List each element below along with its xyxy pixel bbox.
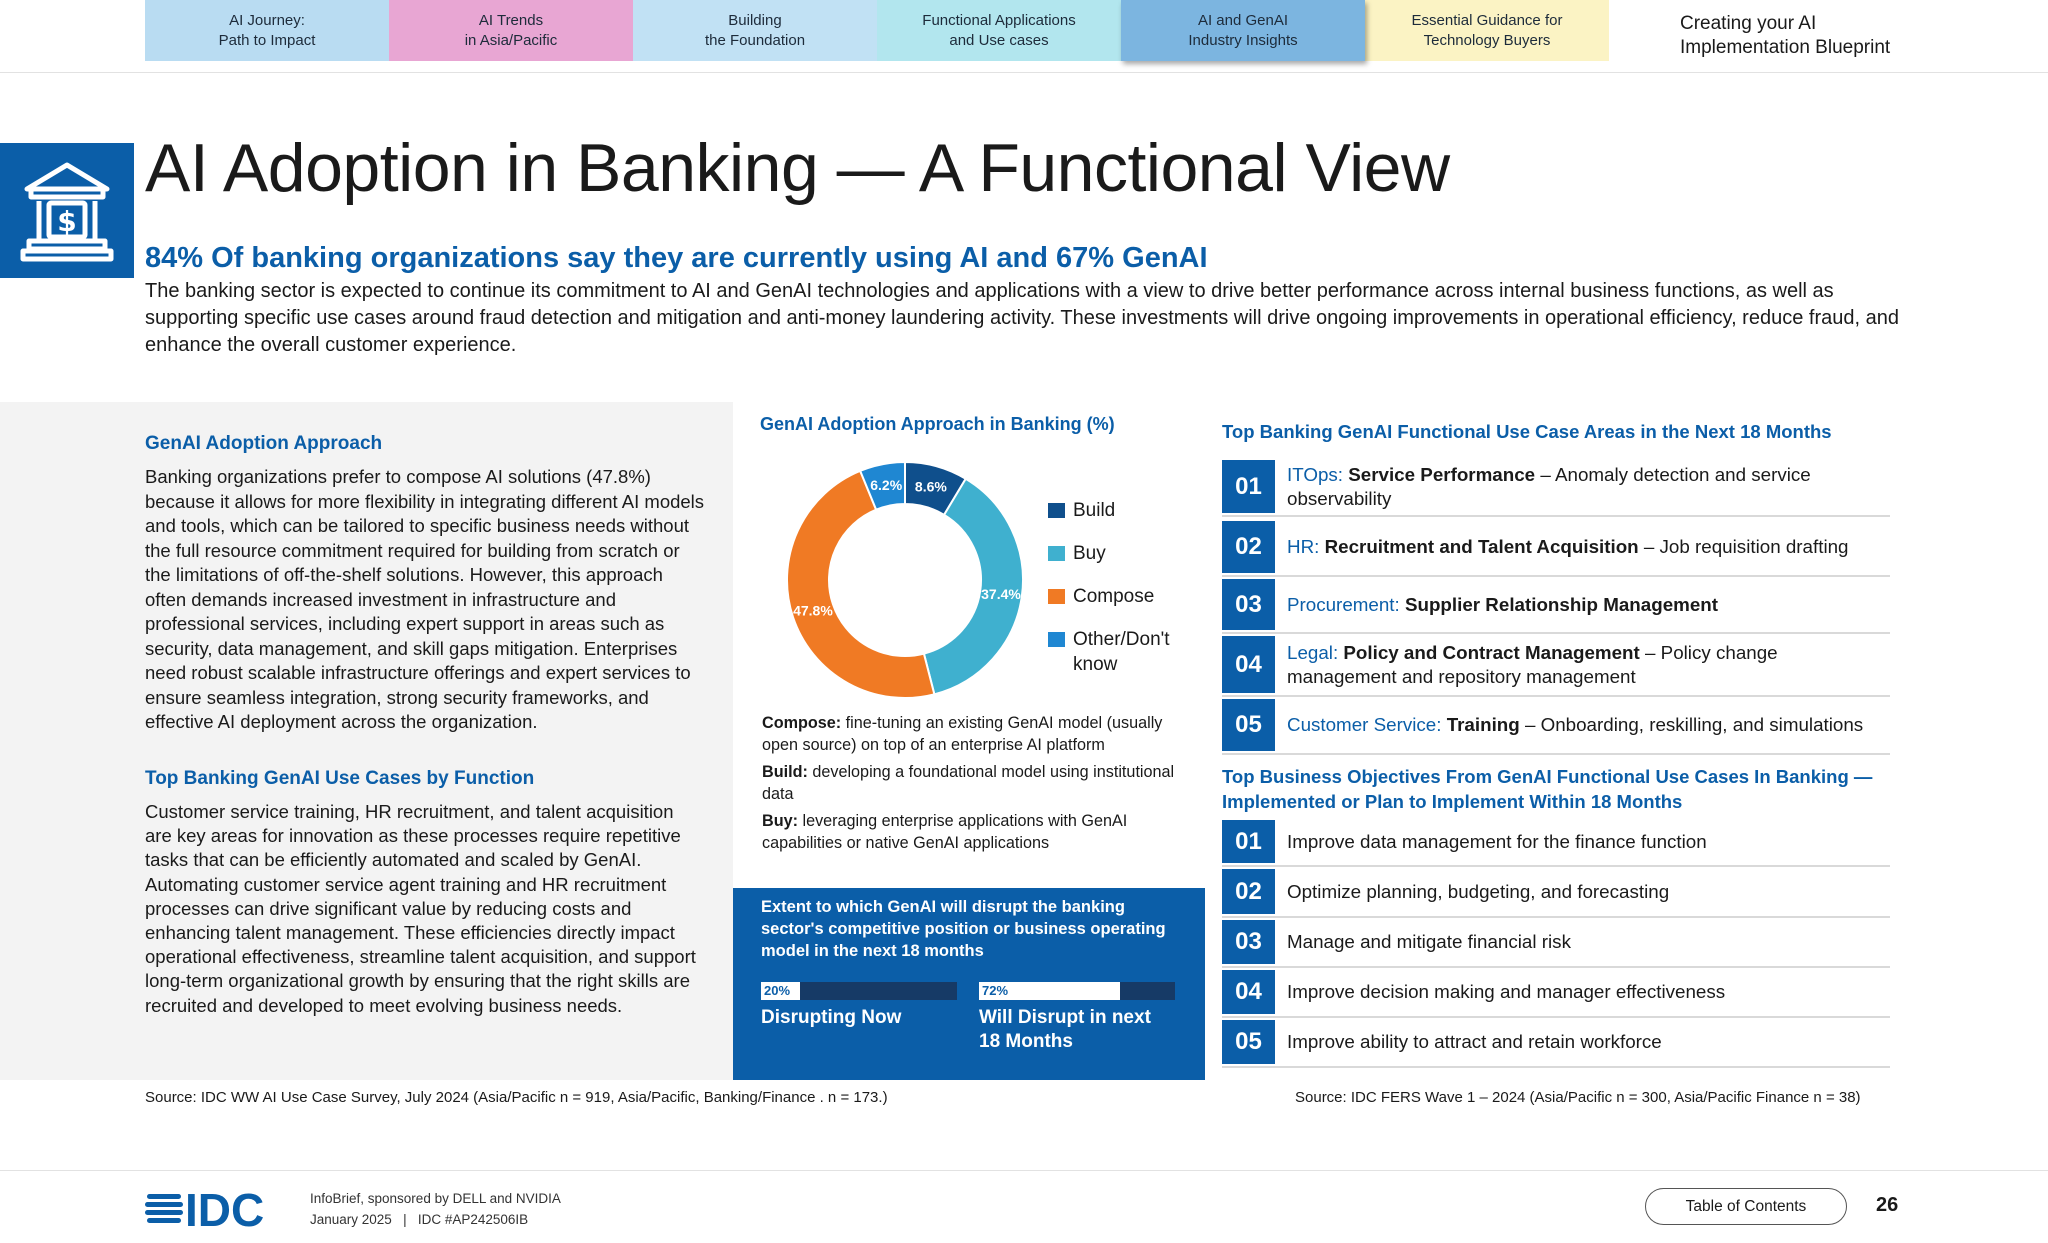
use-case-detail: – Onboarding, reskilling, and simulations: [1519, 714, 1864, 735]
use-case-area: Customer Service:: [1287, 714, 1447, 735]
use-cases-paragraph: Customer service training, HR recruitment, and talent acquisition are key areas for innovation as these processes require repetitive tasks that can be efficiently automated and scaled by GenAI. Automating customer service agent training and HR recruitment processes can drive significant value by reducing costs and enhancing talent management. These efficiencies directly impact operational effectiveness, streamline talent acquisition, and support long-term organizational growth by ensuring that the right skills are recruited and developed to meet evolving business needs.: [145, 801, 696, 1016]
footer-date-id: January 2025 | IDC #AP242506IB: [310, 1212, 529, 1227]
legend-swatch: [1048, 589, 1065, 604]
use-case-area: Procurement:: [1287, 593, 1405, 615]
item-number-badge: 04: [1222, 636, 1275, 693]
donut-label: 37.4%: [981, 585, 1021, 602]
item-number-badge: 03: [1222, 579, 1275, 630]
list-item: [1222, 867, 1890, 918]
use-case-focus: Recruitment and Talent Acquisition: [1324, 536, 1639, 557]
definition-item: [762, 810, 1192, 854]
use-case-detail: – Anomaly detection and service observability: [1287, 463, 1811, 509]
legend-item: [1048, 541, 1203, 566]
list-item: [1222, 918, 1890, 968]
item-text: [1287, 641, 1890, 689]
footer-meta: [310, 1188, 561, 1230]
item-number-badge: 02: [1222, 869, 1275, 914]
definition-term: Build:: [762, 763, 813, 781]
legend-label: Compose: [1073, 586, 1155, 607]
list-item: [1222, 1018, 1890, 1068]
use-case-area: HR:: [1287, 536, 1325, 557]
donut-chart: [765, 440, 1045, 720]
item-text: Improve decision making and manager effectiveness: [1287, 981, 1726, 1002]
chart-title: GenAI Adoption Approach in Banking (%): [760, 414, 1115, 434]
legend-swatch: [1048, 546, 1065, 561]
adoption-paragraph: Banking organizations prefer to compose AI solutions (47.8%) because it allows for more flexibility in integrating different AI models and tools, which can be tailored to specific business needs without the full resource commitment required for building from scratch or the limitations of off-the-shelf solutions. However, this approach often demands increased investment in infrastructure and professional services, including expert support in areas such as security, data management, and skill gaps mitigation. Enterprises need robust scalable infrastructure offerings and expert services to ensure seamless integration, strong security frameworks, and effective AI deployment across the organization.: [145, 466, 705, 732]
definition-text: developing a foundational model using institutional data: [762, 763, 1175, 803]
disruption-bar-now: [761, 982, 957, 1000]
nav-tab-implementation-blueprint[interactable]: Creating your AI Implementation Blueprint: [1680, 13, 1891, 58]
definition-term: Buy:: [762, 812, 803, 830]
logo-text: IDC: [185, 1186, 265, 1230]
page-subtitle: 84% Of banking organizations say they are currently using AI and 67% GenAI: [145, 242, 1208, 274]
definition-item: [762, 712, 1192, 756]
bar-value-label: 20%: [764, 983, 791, 998]
legend-swatch: [1048, 503, 1065, 518]
use-case-focus: Policy and Contract Management: [1343, 641, 1640, 663]
section-heading-use-cases: Top Banking GenAI Use Cases by Function: [145, 768, 535, 789]
list-item: [1222, 634, 1890, 697]
item-text: [1287, 593, 1718, 617]
use-case-detail: – Job requisition drafting: [1638, 536, 1849, 557]
disruption-bar-18-months: [979, 982, 1175, 1000]
item-text: [1287, 535, 1849, 559]
definition-item: [762, 761, 1192, 805]
chart-legend: [1048, 498, 1203, 695]
table-of-contents-button[interactable]: Table of Contents: [1645, 1188, 1847, 1225]
nav-tab-ai-journey[interactable]: AI Journey: Path to Impact: [145, 0, 389, 61]
list-item: [1222, 458, 1890, 517]
page-number: 26: [1876, 1194, 1899, 1216]
top-navigation: [145, 0, 1609, 61]
donut-label: 6.2%: [870, 476, 903, 493]
item-number-badge: 01: [1222, 460, 1275, 513]
item-text: Improve ability to attract and retain workforce: [1287, 1031, 1662, 1052]
legend-label: Other/Don't know: [1073, 629, 1170, 675]
source-note-right: Source: IDC FERS Wave 1 – 2024 (Asia/Pacific n = 300, Asia/Pacific Finance n = 38): [1295, 1089, 1861, 1106]
list-item: [1222, 697, 1890, 755]
donut-label: 8.6%: [914, 478, 947, 495]
approach-definitions: [762, 712, 1192, 859]
item-text: [1287, 463, 1890, 511]
item-number-badge: 04: [1222, 970, 1275, 1014]
item-number-badge: 05: [1222, 699, 1275, 751]
use-case-area: ITOps:: [1287, 463, 1349, 485]
bank-icon: [0, 143, 134, 278]
item-text: [1287, 713, 1863, 737]
bar-value-label: 72%: [982, 983, 1009, 998]
item-number-badge: 01: [1222, 820, 1275, 863]
nav-tab-essential-guidance[interactable]: Essential Guidance for Technology Buyers: [1365, 0, 1609, 61]
list-item: [1222, 577, 1890, 634]
divider: [0, 72, 2048, 73]
disruption-box: [733, 888, 1205, 1080]
item-number-badge: 02: [1222, 521, 1275, 573]
list-item: [1222, 968, 1890, 1018]
nav-tab-industry-insights[interactable]: AI and GenAI Industry Insights: [1121, 0, 1365, 61]
disruption-title: Extent to which GenAI will disrupt the banking sector's competitive position or business operating model in the next 18 months: [761, 898, 1166, 960]
item-number-badge: 03: [1222, 920, 1275, 964]
footer-sponsor: InfoBrief, sponsored by DELL and NVIDIA: [310, 1191, 561, 1206]
use-case-focus: Training: [1446, 714, 1520, 735]
legend-label: Build: [1073, 500, 1116, 521]
definition-text: fine-tuning an existing GenAI model (usually open source) on top of an enterprise AI platform: [762, 714, 1163, 754]
legend-item: [1048, 627, 1203, 677]
idc-logo: [145, 1186, 277, 1235]
definition-text: leveraging enterprise applications with GenAI capabilities or native GenAI applications: [762, 812, 1128, 852]
divider: [0, 1170, 2048, 1171]
objectives-title: Top Business Objectives From GenAI Functional Use Cases In Banking — Implemented or Plan to Implement Within 18 Months: [1222, 766, 1873, 812]
use-case-focus: Service Performance: [1348, 463, 1536, 485]
use-case-area: Legal:: [1287, 641, 1344, 663]
donut-label: 47.8%: [793, 602, 833, 619]
use-case-focus: Supplier Relationship Management: [1404, 593, 1719, 615]
nav-tab-building-foundation[interactable]: Building the Foundation: [633, 0, 877, 61]
svg-text:$: $: [57, 204, 77, 238]
use-case-areas-title: Top Banking GenAI Functional Use Case Areas in the Next 18 Months: [1222, 421, 1832, 442]
nav-tab-functional-applications[interactable]: Functional Applications and Use cases: [877, 0, 1121, 61]
section-heading-adoption: GenAI Adoption Approach: [145, 433, 383, 454]
disruption-label-18-months: Will Disrupt in next 18 Months: [979, 1007, 1151, 1052]
source-note-left: Source: IDC WW AI Use Case Survey, July 2024 (Asia/Pacific n = 919, Asia/Pacific, Banking/Finance . n = 173.): [145, 1089, 888, 1106]
item-number-badge: 05: [1222, 1020, 1275, 1064]
item-text: Improve data management for the finance function: [1287, 830, 1707, 852]
legend-item: [1048, 498, 1203, 523]
list-item: [1222, 519, 1890, 577]
legend-item: [1048, 584, 1203, 609]
intro-paragraph: The banking sector is expected to continue its commitment to AI and GenAI technologies and applications with a view to drive better performance across internal business functions, as well as supporting specific use cases around fraud detection and mitigation and anti-money laundering activity. These investments will drive ongoing improvements in operational efficiency, reduce fraud, and enhance the overall customer experience.: [145, 280, 1899, 356]
nav-tab-ai-trends[interactable]: AI Trends in Asia/Pacific: [389, 0, 633, 61]
item-text: Manage and mitigate financial risk: [1287, 931, 1571, 952]
legend-swatch: [1048, 632, 1065, 647]
definition-term: Compose:: [762, 714, 846, 732]
disruption-label-now: Disrupting Now: [761, 1007, 902, 1028]
page-title: AI Adoption in Banking — A Functional View: [145, 130, 1450, 206]
item-text: Optimize planning, budgeting, and forecasting: [1287, 880, 1670, 902]
list-item: [1222, 818, 1890, 867]
legend-label: Buy: [1073, 543, 1106, 564]
use-case-detail: – Policy change management and repository management: [1287, 641, 1778, 687]
